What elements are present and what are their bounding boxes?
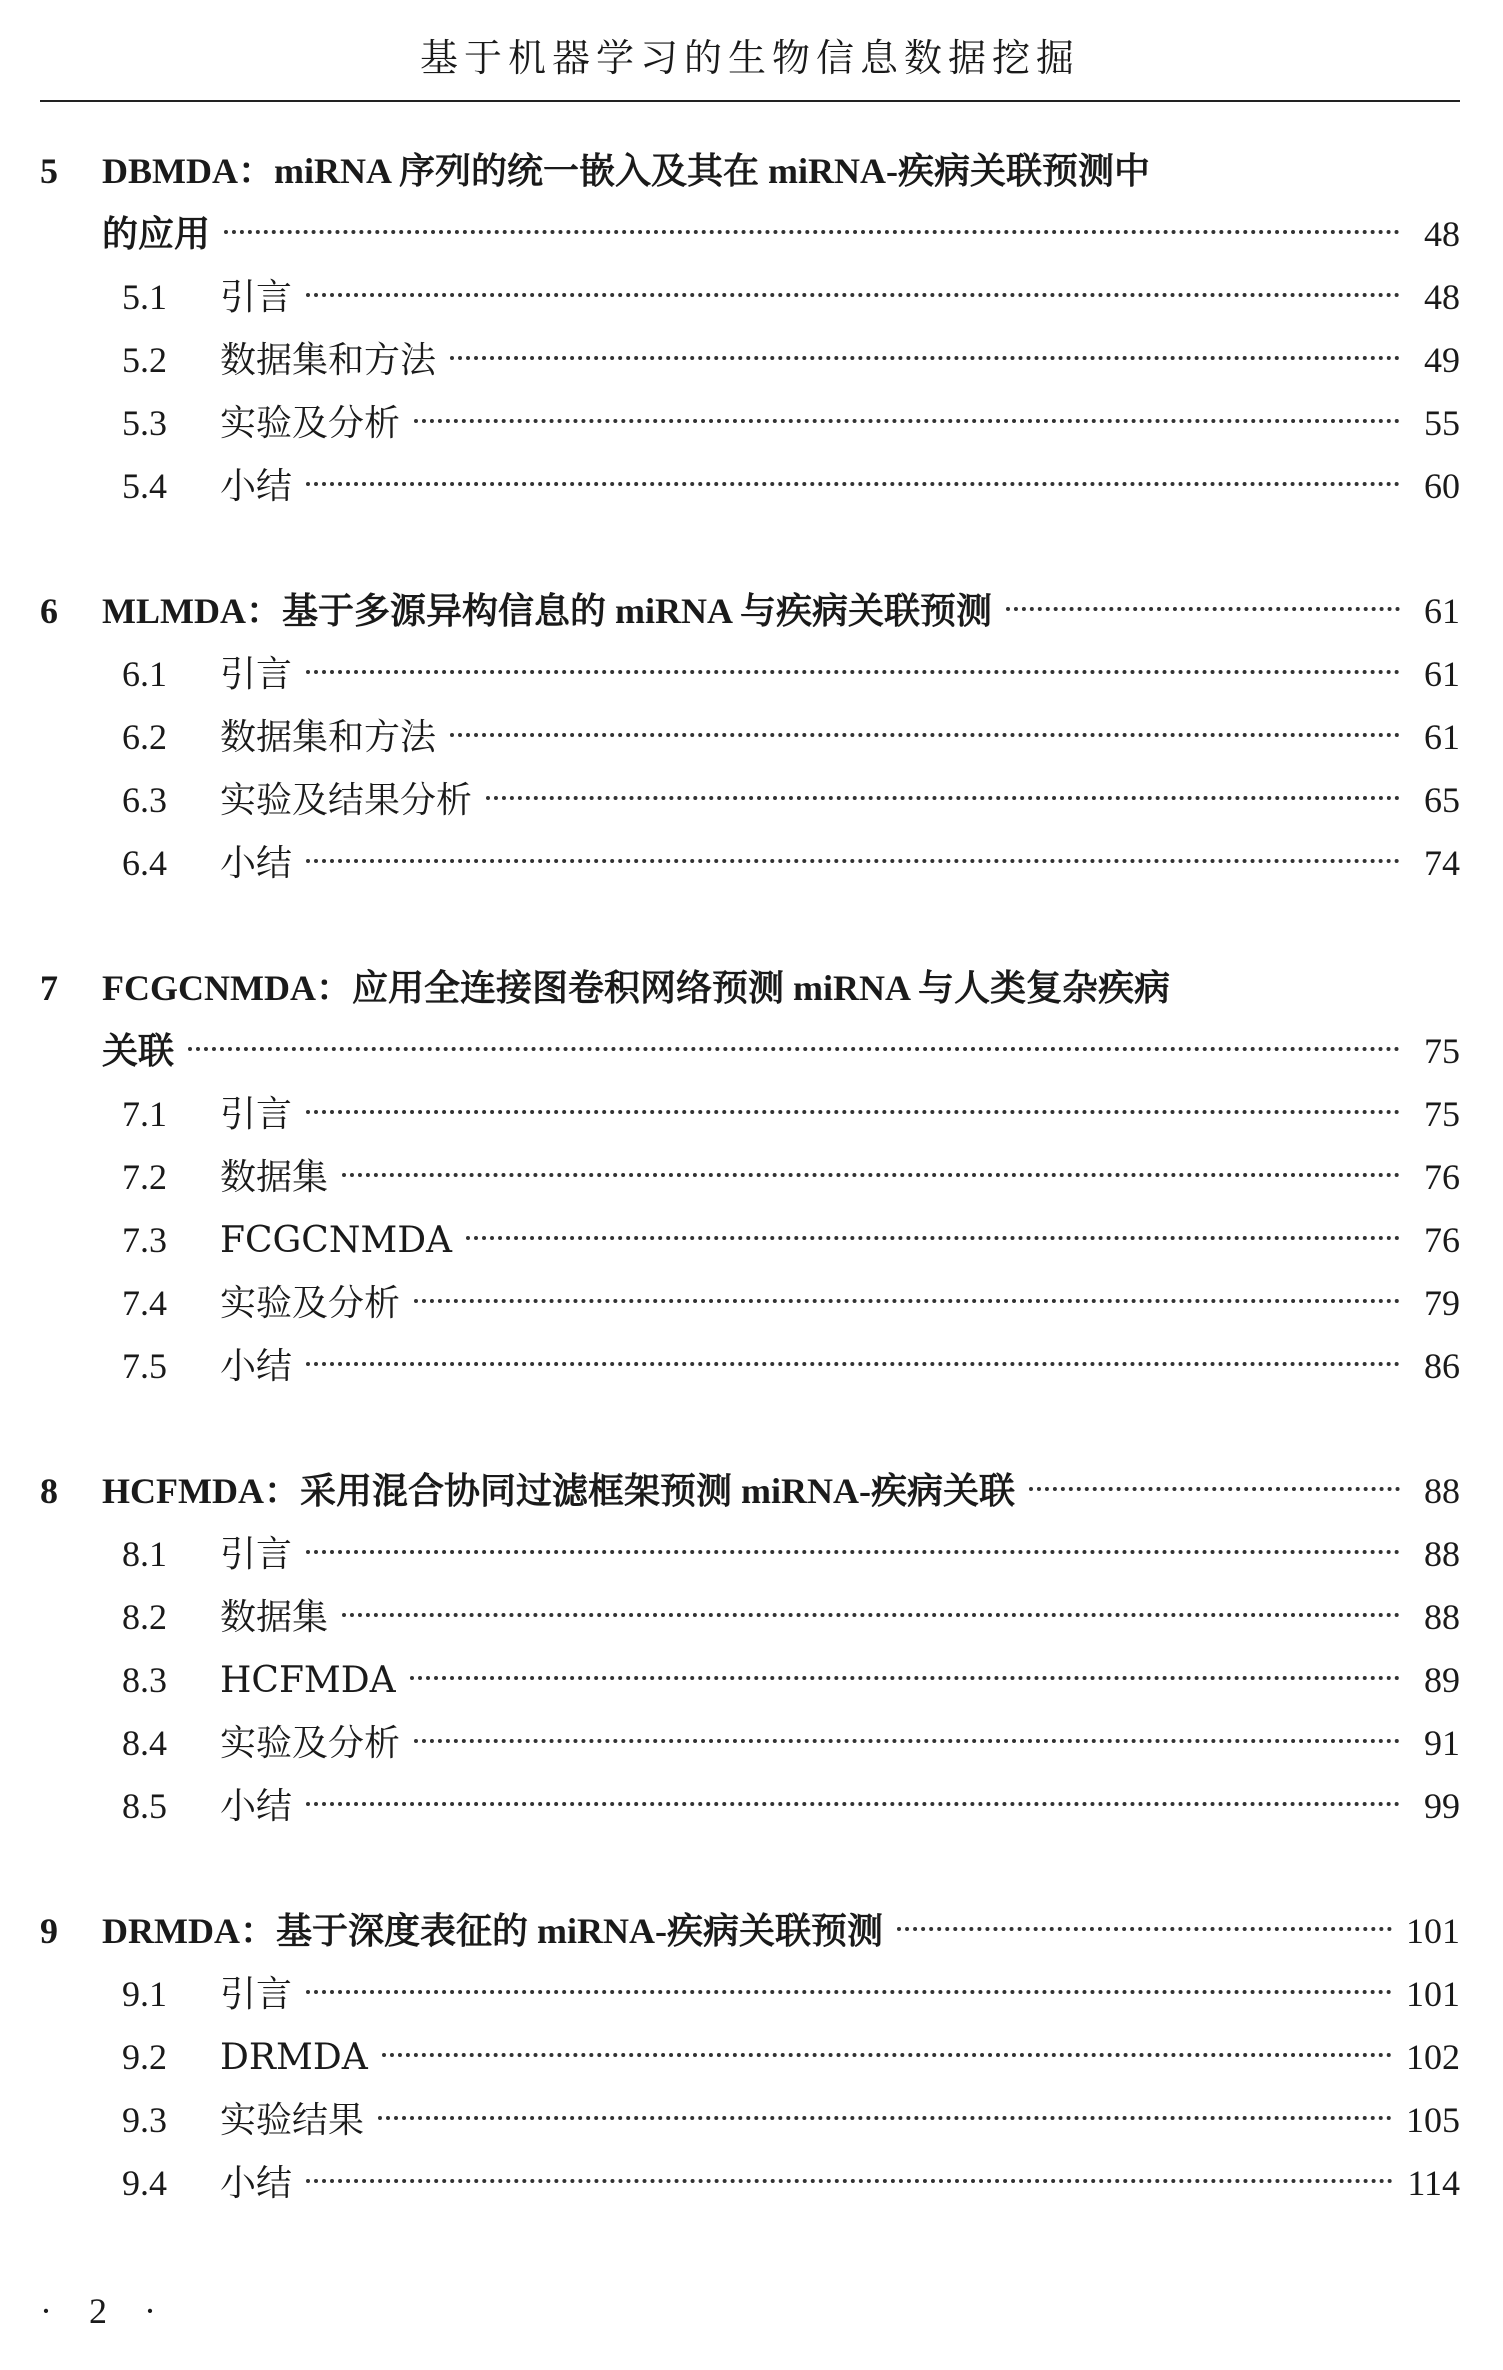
toc-section-row[interactable] [40, 392, 1460, 455]
section-page-number: 86 [1424, 1346, 1460, 1386]
section-number: 7.4 [122, 1283, 167, 1323]
toc-section-row[interactable] [40, 1712, 1460, 1775]
page-number-footer: · 2 · [40, 2291, 170, 2331]
toc-section-row[interactable] [40, 455, 1460, 518]
chapter-number: 5 [40, 151, 58, 191]
dot-leader [450, 356, 1400, 360]
section-title: 引言 [220, 1974, 293, 2015]
chapter-heading-row[interactable] [40, 1460, 1460, 1523]
section-number: 8.4 [122, 1723, 167, 1763]
dot-leader [414, 419, 1400, 423]
chapter-title: FCGCNMDA：应用全连接图卷积网络预测 miRNA 与人类复杂疾病 [102, 968, 1170, 1008]
dot-leader [306, 1362, 1400, 1366]
toc-section-row[interactable] [40, 1083, 1460, 1146]
section-page-number: 88 [1424, 1534, 1460, 1574]
chapter-title-continuation: 关联 [102, 1030, 175, 1072]
section-number: 7.2 [122, 1157, 167, 1197]
section-number: 5.2 [122, 340, 167, 380]
toc-section-row[interactable] [40, 1649, 1460, 1712]
section-page-number: 99 [1424, 1786, 1460, 1826]
section-number: 9.2 [122, 2037, 167, 2077]
dot-leader [306, 482, 1400, 486]
chapter-heading-row[interactable] [40, 1900, 1460, 1963]
toc-chapter-9 [40, 1900, 1460, 2215]
section-title: 实验及分析 [220, 1283, 401, 1324]
dot-leader [306, 293, 1400, 297]
toc-section-row[interactable] [40, 2152, 1460, 2215]
section-number: 8.2 [122, 1597, 167, 1637]
section-number: 6.3 [122, 780, 167, 820]
toc-section-row[interactable] [40, 1335, 1460, 1398]
section-number: 5.1 [122, 277, 167, 317]
chapter-title-continuation: 的应用 [102, 213, 211, 255]
toc-section-row[interactable] [40, 1146, 1460, 1209]
toc-section-row[interactable] [40, 266, 1460, 329]
section-title: 小结 [220, 466, 293, 507]
chapter-title: DBMDA：miRNA 序列的统一嵌入及其在 miRNA-疾病关联预测中 [102, 151, 1150, 191]
section-page-number: 102 [1406, 2037, 1460, 2077]
section-title: 小结 [220, 1346, 293, 1387]
dot-leader [224, 230, 1400, 234]
dot-leader [466, 1236, 1400, 1240]
dot-leader [410, 1676, 1400, 1680]
dot-leader [306, 1802, 1400, 1806]
section-number: 7.5 [122, 1346, 167, 1386]
section-title: DRMDA [220, 2037, 368, 2078]
toc-section-row[interactable] [40, 832, 1460, 895]
chapter-number: 6 [40, 591, 58, 631]
section-page-number: 55 [1424, 403, 1460, 443]
section-page-number: 79 [1424, 1283, 1460, 1323]
dot-leader [306, 859, 1400, 863]
section-title: 数据集 [220, 1157, 329, 1198]
toc-section-row[interactable] [40, 329, 1460, 392]
section-number: 9.1 [122, 1974, 167, 2014]
toc-chapter-5 [40, 140, 1460, 518]
dot-leader [188, 1047, 1400, 1051]
section-page-number: 91 [1424, 1723, 1460, 1763]
dot-leader [306, 2179, 1393, 2183]
dot-leader [486, 796, 1400, 800]
section-title: 实验及分析 [220, 1723, 401, 1764]
section-title: 数据集 [220, 1597, 329, 1638]
toc-section-row[interactable] [40, 1272, 1460, 1335]
chapter-heading-continuation-row[interactable] [40, 203, 1460, 266]
chapter-page-number: 101 [1406, 1911, 1460, 1951]
section-page-number: 75 [1424, 1094, 1460, 1134]
section-title: 引言 [220, 1094, 293, 1135]
dot-leader [306, 1990, 1392, 1994]
section-number: 7.1 [122, 1094, 167, 1134]
chapter-page-number: 88 [1424, 1471, 1460, 1511]
section-page-number: 114 [1407, 2163, 1460, 2203]
section-number: 8.5 [122, 1786, 167, 1826]
section-page-number: 61 [1424, 654, 1460, 694]
section-title: 实验及分析 [220, 403, 401, 444]
dot-leader [382, 2053, 1392, 2057]
chapter-number: 7 [40, 968, 58, 1008]
section-title: 小结 [220, 1786, 293, 1827]
section-title: 小结 [220, 2163, 293, 2204]
section-page-number: 105 [1406, 2100, 1460, 2140]
section-page-number: 49 [1424, 340, 1460, 380]
section-page-number: 76 [1424, 1220, 1460, 1260]
section-page-number: 74 [1424, 843, 1460, 883]
chapter-heading-row[interactable] [40, 957, 1460, 1020]
section-number: 9.3 [122, 2100, 167, 2140]
section-page-number: 48 [1424, 277, 1460, 317]
section-title: 引言 [220, 1534, 293, 1575]
section-number: 6.1 [122, 654, 167, 694]
dot-leader [342, 1613, 1400, 1617]
section-title: 数据集和方法 [220, 340, 437, 381]
section-number: 8.1 [122, 1534, 167, 1574]
chapter-title: HCFMDA：采用混合协同过滤框架预测 miRNA-疾病关联 [102, 1471, 1015, 1511]
chapter-title: DRMDA：基于深度表征的 miRNA-疾病关联预测 [102, 1911, 883, 1951]
section-title: 小结 [220, 843, 293, 884]
section-page-number: 101 [1406, 1974, 1460, 2014]
dot-leader [342, 1173, 1400, 1177]
dot-leader [306, 670, 1400, 674]
toc-section-row[interactable] [40, 1209, 1460, 1272]
section-title: 引言 [220, 654, 293, 695]
toc-chapter-7 [40, 957, 1460, 1398]
section-title: FCGCNMDA [220, 1220, 453, 1261]
section-title: 引言 [220, 277, 293, 318]
toc-section-row[interactable] [40, 1586, 1460, 1649]
dot-leader [897, 1927, 1392, 1931]
dot-leader [378, 2116, 1392, 2120]
section-number: 6.2 [122, 717, 167, 757]
section-page-number: 60 [1424, 466, 1460, 506]
toc-section-row[interactable] [40, 643, 1460, 706]
header-rule [40, 100, 1460, 102]
dot-leader [1006, 607, 1400, 611]
toc-section-row[interactable] [40, 1523, 1460, 1586]
section-title: HCFMDA [220, 1660, 396, 1701]
dot-leader [1029, 1487, 1400, 1491]
section-number: 6.4 [122, 843, 167, 883]
chapter-number: 9 [40, 1911, 58, 1951]
section-page-number: 61 [1424, 717, 1460, 757]
section-number: 5.4 [122, 466, 167, 506]
section-page-number: 89 [1424, 1660, 1460, 1700]
dot-leader [450, 733, 1400, 737]
chapter-heading-row[interactable] [40, 140, 1460, 203]
running-header-title: 基于机器学习的生物信息数据挖掘 [419, 36, 1080, 80]
section-page-number: 88 [1424, 1597, 1460, 1637]
toc-chapter-6 [40, 580, 1460, 895]
chapter-heading-continuation-row[interactable] [40, 1020, 1460, 1083]
toc-section-row[interactable] [40, 1963, 1460, 2026]
chapter-page-number: 61 [1424, 591, 1460, 631]
section-title: 实验及结果分析 [220, 780, 473, 821]
section-number: 5.3 [122, 403, 167, 443]
chapter-title: MLMDA：基于多源异构信息的 miRNA 与疾病关联预测 [102, 591, 992, 631]
table-of-contents [40, 140, 1460, 2277]
section-number: 7.3 [122, 1220, 167, 1260]
toc-section-row[interactable] [40, 706, 1460, 769]
chapter-number: 8 [40, 1471, 58, 1511]
dot-leader [306, 1110, 1400, 1114]
section-page-number: 65 [1424, 780, 1460, 820]
section-page-number: 76 [1424, 1157, 1460, 1197]
chapter-page-number: 75 [1424, 1031, 1460, 1071]
section-number: 8.3 [122, 1660, 167, 1700]
chapter-page-number: 48 [1424, 214, 1460, 254]
dot-leader [306, 1550, 1400, 1554]
section-title: 数据集和方法 [220, 717, 437, 758]
dot-leader [414, 1739, 1400, 1743]
chapter-heading-row[interactable] [40, 580, 1460, 643]
toc-section-row[interactable] [40, 2026, 1460, 2089]
toc-chapter-8 [40, 1460, 1460, 1838]
section-title: 实验结果 [220, 2100, 365, 2141]
toc-section-row[interactable] [40, 2089, 1460, 2152]
dot-leader [414, 1299, 1400, 1303]
section-number: 9.4 [122, 2163, 167, 2203]
toc-section-row[interactable] [40, 1775, 1460, 1838]
toc-section-row[interactable] [40, 769, 1460, 832]
